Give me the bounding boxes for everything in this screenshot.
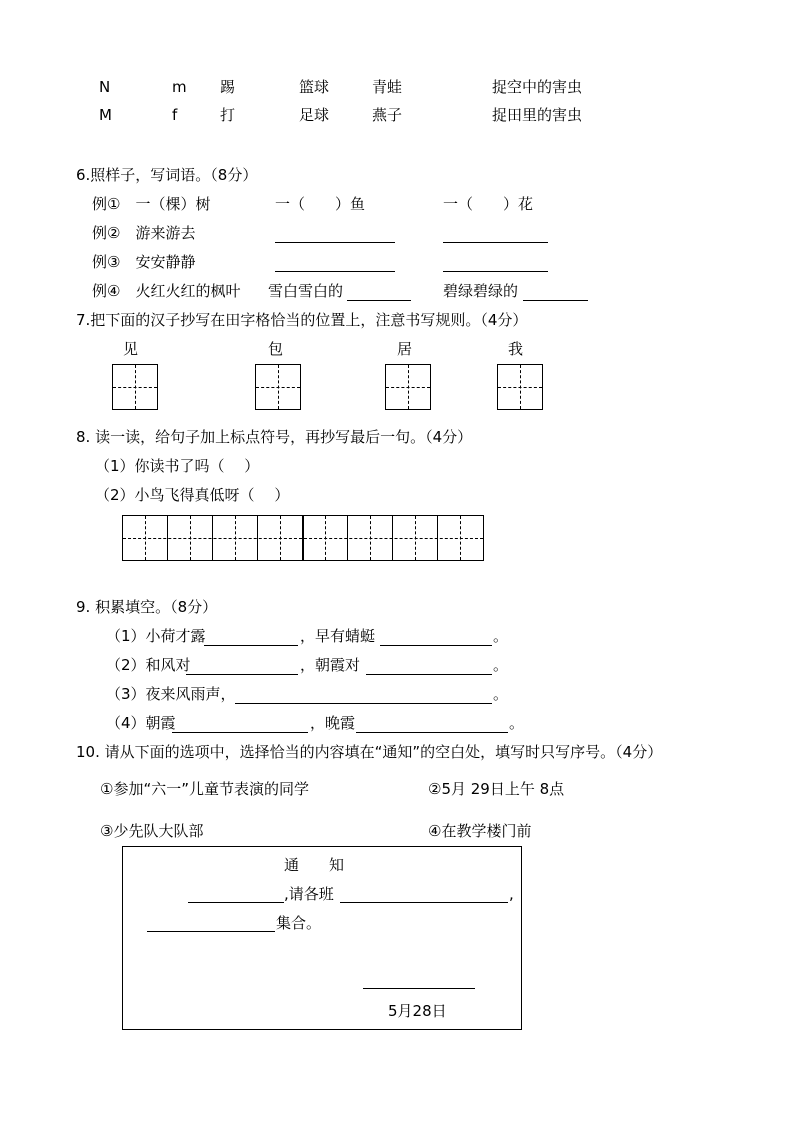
tianzige-box[interactable]: [255, 364, 301, 410]
notice-blank-signature[interactable]: [363, 972, 475, 989]
q9-line2-blank-b[interactable]: [366, 658, 492, 675]
q8-sentence-1: （1）你读书了吗（ ）: [95, 457, 260, 475]
q6-ex1-fill-b: 一（ ）花: [443, 195, 534, 213]
tianzige-box[interactable]: [112, 364, 158, 410]
q9-line2-a: （2）和风对: [106, 656, 191, 674]
notice-blank-who[interactable]: [188, 886, 284, 903]
q6-ex2-blank-b[interactable]: [443, 226, 548, 243]
match-r2-c1: M: [99, 106, 112, 124]
notice-blank-where[interactable]: [147, 915, 275, 932]
q9-line3-a: （3）夜来风雨声，: [106, 685, 236, 703]
q9-line2-b: ，朝霞对: [300, 656, 361, 674]
q6-example-2: 例② 游来游去: [92, 224, 196, 242]
q6-example-3: 例③ 安安静静: [92, 253, 196, 271]
copy-grid[interactable]: [122, 515, 484, 561]
q9-line1-blank-b[interactable]: [380, 629, 492, 646]
tianzige-box[interactable]: [497, 364, 543, 410]
q6-ex4-fill-b: 碧绿碧绿的: [443, 282, 519, 300]
q6-ex4-blank-b[interactable]: [523, 284, 588, 301]
q9-line3-end: 。: [493, 685, 509, 703]
q6-example-4: 例④ 火红火红的枫叶: [92, 282, 241, 300]
q10-option-1: ①参加“六一”儿童节表演的同学: [100, 780, 309, 798]
q9-line4-blank-a[interactable]: [172, 716, 308, 733]
q9-line1-a: （1）小荷才露: [106, 627, 206, 645]
q7-char-4: 我: [508, 340, 524, 358]
q8-title: 8. 读一读，给句子加上标点符号，再抄写最后一句。（4分）: [76, 428, 473, 446]
match-r1-c4: 篮球: [299, 78, 330, 96]
match-r2-c2: f: [172, 106, 178, 124]
q7-char-2: 包: [268, 340, 284, 358]
notice-text-mid: ,请各班: [284, 885, 334, 903]
q7-char-1: 见: [123, 340, 139, 358]
q10-option-2: ②5月 29日上午 8点: [428, 780, 565, 798]
q6-title: 6.照样子，写词语。（8分）: [76, 166, 258, 184]
q9-line4-blank-b[interactable]: [356, 716, 508, 733]
q9-line4-end: 。: [509, 714, 525, 732]
q6-ex4-blank-a[interactable]: [347, 284, 411, 301]
q7-char-3: 居: [397, 340, 413, 358]
notice-title: 通 知: [284, 856, 345, 874]
q10-title: 10. 请从下面的选项中，选择恰当的内容填在“通知”的空白处，填写时只写序号。（4分）: [76, 743, 663, 761]
match-r2-c3: 打: [220, 106, 236, 124]
q6-ex3-blank-a[interactable]: [275, 255, 395, 272]
q10-option-3: ③少先队大队部: [100, 822, 204, 840]
match-r1-c6: 捉空中的害虫: [492, 78, 583, 96]
q10-option-4: ④在教学楼门前: [428, 822, 532, 840]
match-r1-c5: 青蛙: [372, 78, 403, 96]
match-r1-c3: 踢: [220, 78, 236, 96]
q8-sentence-2: （2）小鸟飞得真低呀（ ）: [95, 486, 290, 504]
match-r1-c2: m: [172, 78, 187, 96]
notice-text-end: 集合。: [276, 914, 322, 932]
q9-line1-b: ，早有蜻蜓: [300, 627, 376, 645]
match-r2-c6: 捉田里的害虫: [492, 106, 583, 124]
q9-line4-b: ，晚霞: [310, 714, 356, 732]
q7-title: 7.把下面的汉子抄写在田字格恰当的位置上，注意书写规则。（4分）: [76, 311, 528, 329]
notice-date: 5月28日: [388, 1002, 447, 1020]
match-r2-c5: 燕子: [372, 106, 403, 124]
q6-ex4-fill-a: 雪白雪白的: [268, 282, 344, 300]
notice-blank-when[interactable]: [340, 886, 508, 903]
q9-line3-blank[interactable]: [235, 687, 492, 704]
q6-ex3-blank-b[interactable]: [443, 255, 548, 272]
q9-title: 9. 积累填空。（8分）: [76, 598, 218, 616]
q9-line1-end: 。: [493, 627, 509, 645]
q9-line4-a: （4）朝霞: [106, 714, 176, 732]
q6-ex1-fill-a: 一（ ）鱼: [275, 195, 366, 213]
tianzige-box[interactable]: [385, 364, 431, 410]
match-r1-c1: N: [99, 78, 111, 96]
q9-line1-blank-a[interactable]: [204, 629, 298, 646]
notice-comma: ,: [509, 885, 514, 903]
q9-line2-blank-a[interactable]: [186, 658, 298, 675]
q6-example-1: 例① 一（棵）树: [92, 195, 211, 213]
q6-ex2-blank-a[interactable]: [275, 226, 395, 243]
match-r2-c4: 足球: [299, 106, 330, 124]
q9-line2-end: 。: [493, 656, 509, 674]
